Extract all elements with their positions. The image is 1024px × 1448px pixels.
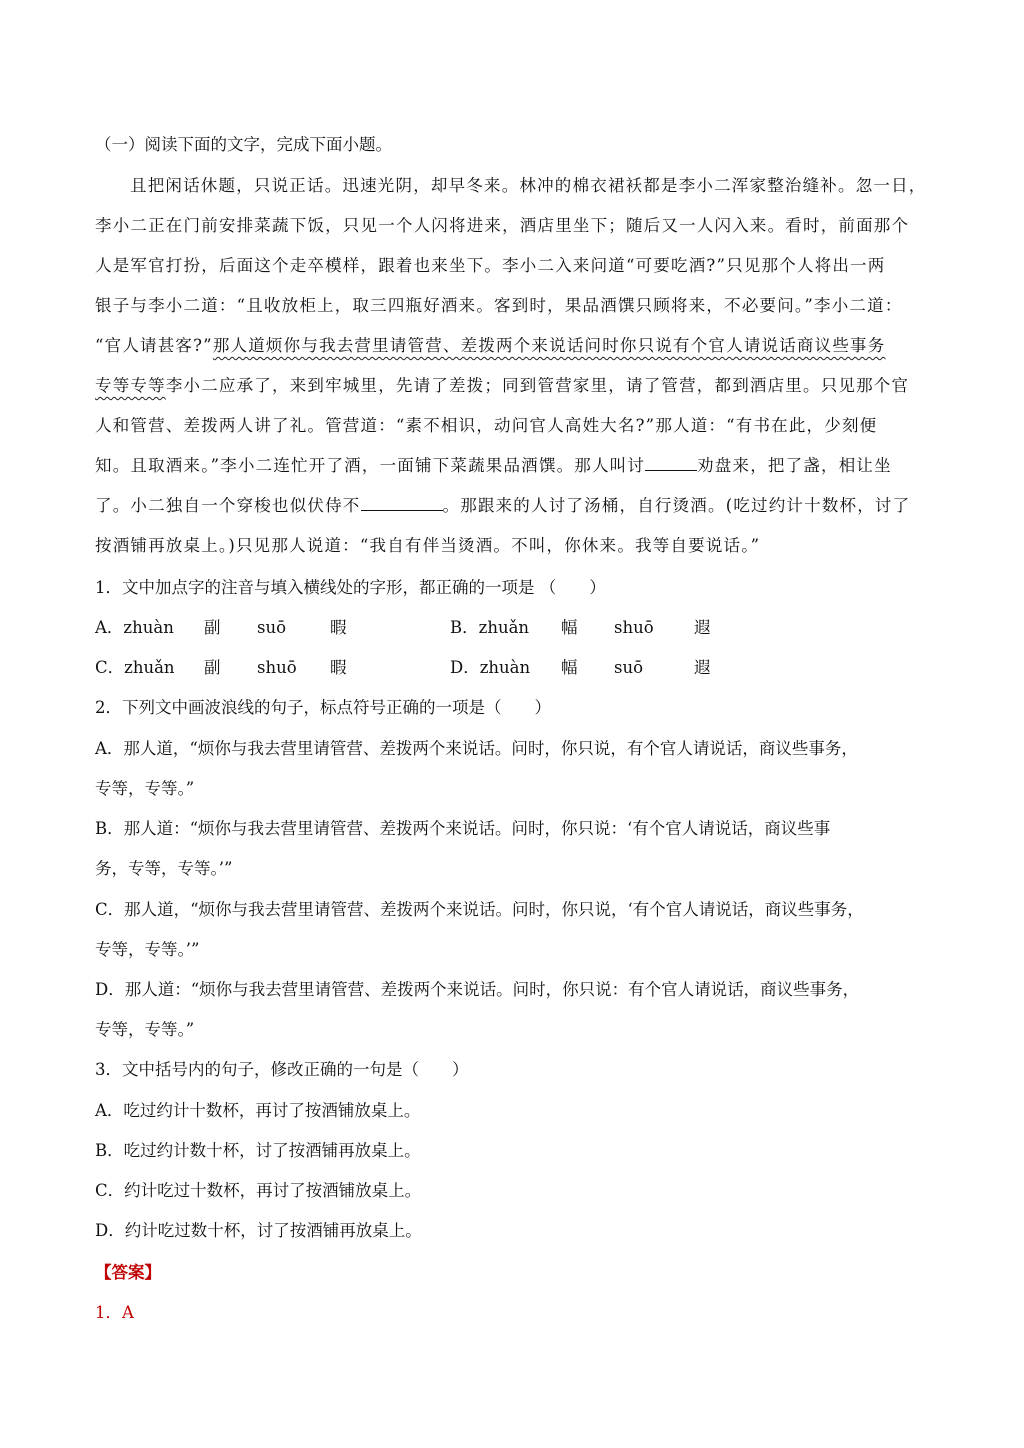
passage-line-6	[95, 374, 925, 398]
question-1-stem: 1．文中加点字的注音与填入横线处的字形，都正确的一项是 （ ）	[95, 578, 606, 597]
q1-option-b-label: B．zhuǎn	[450, 618, 530, 637]
passage-line-3: 人是军官打扮，后面这个走卒模样，跟着也来坐下。李小二入来问道“可要吃酒?”只见那个人将出一两	[95, 256, 886, 275]
q2-option-c-line-1: C．那人道，“烦你与我去营里请管营、差拨两个来说话。问时，你只说，‘有个官人请说话，商议些事务，	[95, 900, 864, 919]
passage-line-6-rest: 李小二应承了，来到牢城里，先请了差拨；同到管营家里，请了管营，都到酒店里。只见那个官	[165, 376, 910, 395]
passage-line-9-start: 了。小二独自一个穿梭也似伏侍不	[95, 496, 361, 515]
passage-line-8-start: 知。且取酒来。”李小二连忙开了酒，一面铺下菜蔬果品酒馔。那人叫讨	[95, 456, 646, 475]
q3-option-d: D．约计吃过数十杯，讨了按酒铺再放桌上。	[95, 1221, 422, 1240]
question-1-row-ab	[95, 616, 925, 640]
wavy-underlined-sentence-end: 专等专等	[95, 376, 166, 395]
q3-option-a: A．吃过约计十数杯，再讨了按酒铺放桌上。	[95, 1101, 421, 1120]
passage-line-8-rest: 劝盘来，把了盏，相让坐	[697, 456, 892, 475]
q2-option-b-line-2: 务，专等，专等。’”	[95, 859, 233, 878]
answer-heading: 【答案】	[95, 1263, 161, 1282]
passage-line-9	[95, 494, 925, 518]
q1-option-d-char1: 幅	[561, 658, 578, 677]
q1-option-d-char2: 遐	[694, 658, 711, 677]
q1-option-b-char1: 幅	[561, 618, 578, 637]
q1-option-c-char2: 暇	[330, 658, 347, 677]
q1-option-b-pinyin2: shuō	[614, 618, 654, 637]
passage-line-5-start: “官人请甚客?”	[95, 336, 213, 355]
answer-1: 1．A	[95, 1303, 134, 1322]
q1-option-c-pinyin2: shuō	[257, 658, 297, 677]
passage-line-4: 银子与李小二道：“且收放柜上，取三四瓶好酒来。客到时，果品酒馔只顾将来，不必要问。”李小二道：	[95, 296, 903, 315]
q1-option-b-char2: 遐	[694, 618, 711, 637]
q2-option-a-line-2: 专等，专等。”	[95, 779, 195, 798]
q1-option-a-pinyin2: suō	[257, 618, 287, 637]
fill-blank-2	[361, 494, 443, 511]
question-2-stem: 2．下列文中画波浪线的句子，标点符号正确的一项是（ ）	[95, 698, 551, 717]
passage-line-9-rest: 。那跟来的人讨了汤桶，自行烫酒。(吃过约计十数杯，讨了	[442, 496, 911, 515]
passage-line-5	[95, 334, 925, 358]
passage-line-8	[95, 454, 925, 478]
passage-line-2: 李小二正在门前安排菜蔬下饭，只见一个人闪将进来，酒店里坐下；随后又一人闪入来。看时，前面那个	[95, 216, 910, 235]
q3-option-b: B．吃过约计数十杯，讨了按酒铺再放桌上。	[95, 1141, 421, 1160]
q1-option-c-char1: 副	[204, 658, 221, 677]
fill-blank-1	[645, 454, 697, 471]
q2-option-d-line-2: 专等，专等。”	[95, 1020, 195, 1039]
question-3-stem: 3．文中括号内的句子，修改正确的一句是（ ）	[95, 1060, 469, 1079]
passage-line-1: 且把闲话休题，只说正话。迅速光阴，却早冬来。林冲的棉衣裙袄都是李小二浑家整治缝补。忽一日，	[130, 176, 927, 195]
q1-option-a-char2: 暇	[330, 618, 347, 637]
wavy-underlined-sentence: 那人道烦你与我去营里请管营、差拨两个来说话问时你只说有个官人请说话商议些事务	[212, 336, 886, 355]
q1-option-c-label: C．zhuǎn	[95, 658, 175, 677]
q1-option-d-label: D．zhuàn	[450, 658, 531, 677]
q1-option-d-pinyin2: suō	[614, 658, 644, 677]
q3-option-c: C．约计吃过十数杯，再讨了按酒铺放桌上。	[95, 1181, 422, 1200]
q2-option-c-line-2: 专等，专等。’”	[95, 940, 200, 959]
q2-option-d-line-1: D．那人道：“烦你与我去营里请管营、差拨两个来说话。问时，你只说：有个官人请说话，商议些事务，	[95, 980, 860, 999]
q2-option-b-line-1: B．那人道：“烦你与我去营里请管营、差拨两个来说话。问时，你只说：‘有个官人请说话，商议些事	[95, 819, 831, 838]
passage-line-7: 人和管营、差拨两人讲了礼。管营道：“素不相识，动问官人高姓大名?”那人道：“有书在此，少刻便	[95, 416, 878, 435]
section-title: （一）阅读下面的文字，完成下面小题。	[95, 135, 392, 154]
q2-option-a-line-1: A．那人道，“烦你与我去营里请管营、差拨两个来说话。问时，你只说，有个官人请说话，商议些事务，	[95, 739, 858, 758]
passage-line-10: 按酒铺再放桌上。)只见那人说道：“我自有伴当烫酒。不叫，你休来。我等自要说话。”	[95, 536, 761, 555]
question-1-row-cd	[95, 656, 925, 680]
q1-option-a-label: A．zhuàn	[95, 618, 174, 637]
q1-option-a-char1: 副	[204, 618, 221, 637]
